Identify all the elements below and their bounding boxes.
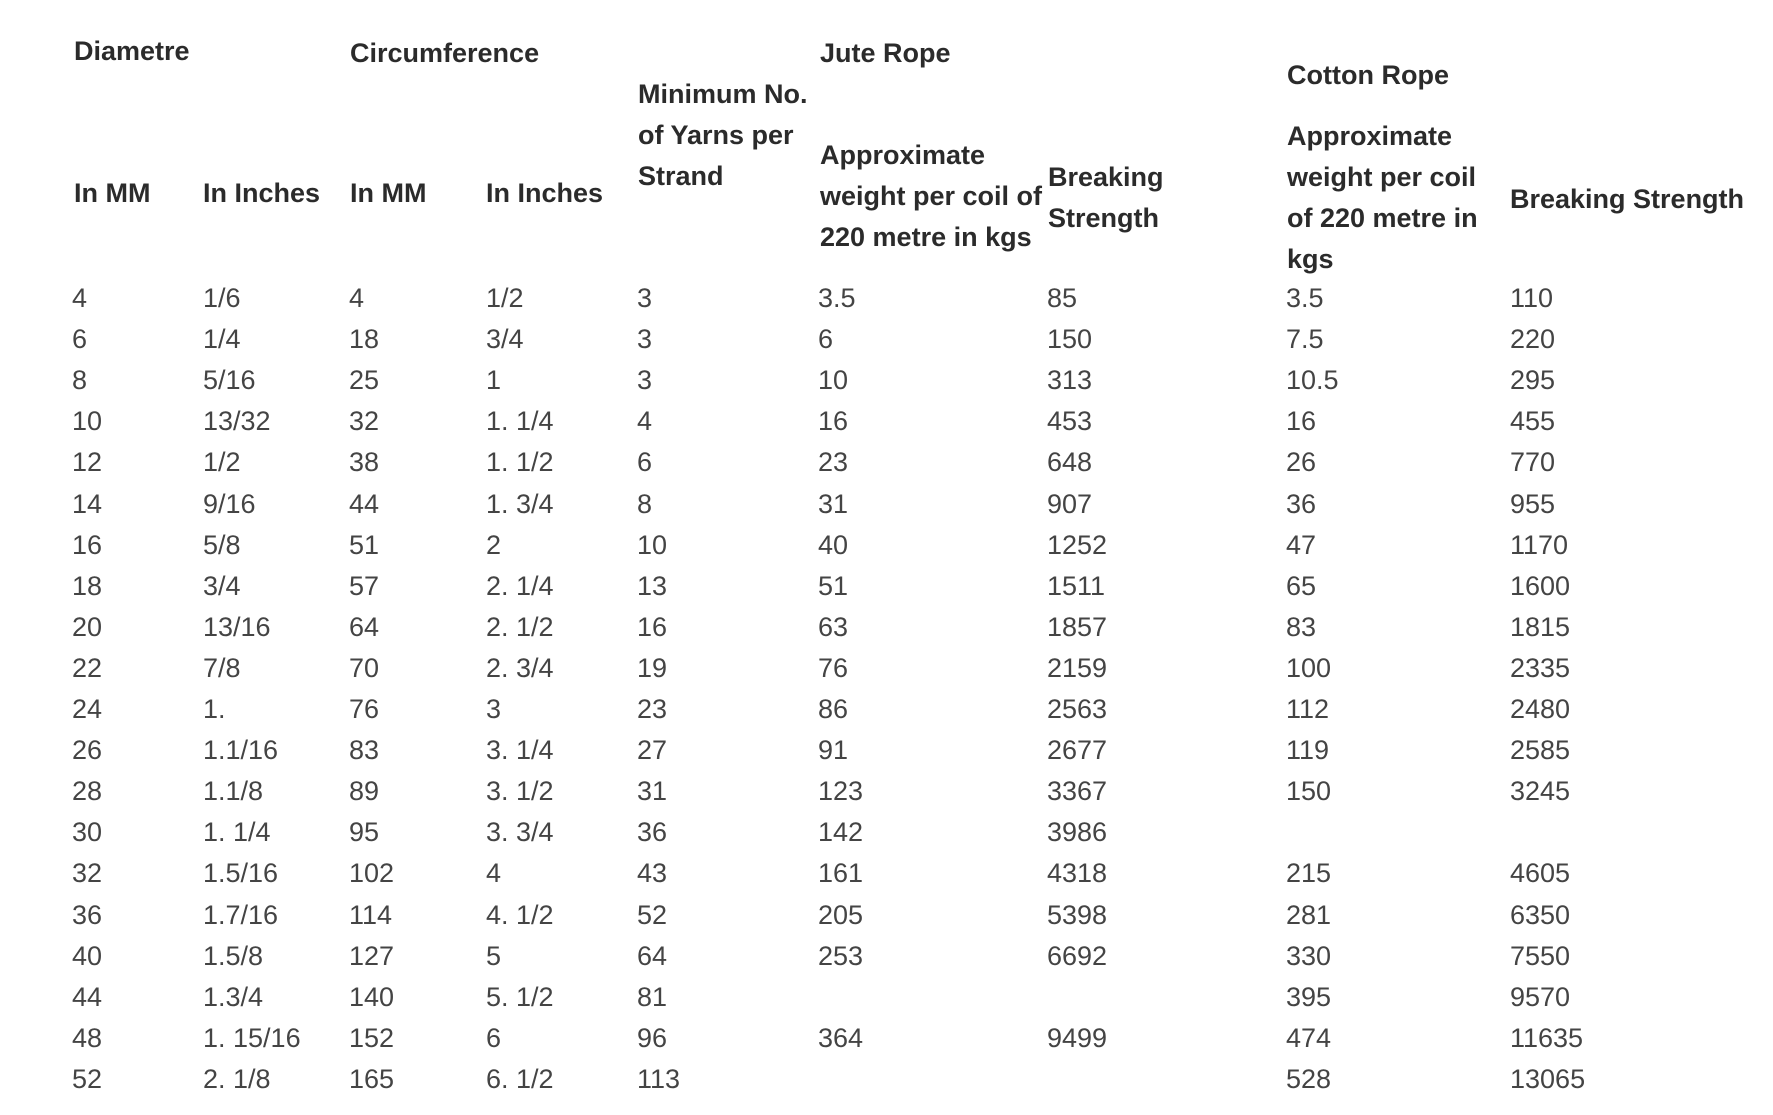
circumference-mm-cell: 44 xyxy=(349,488,380,519)
table-row xyxy=(0,525,1773,566)
diametre-inches-cell: 1. 1/4 xyxy=(203,817,271,848)
header-cotton-weight: Approximate weight per coil of 220 metre in kgs xyxy=(1287,121,1478,274)
diametre-inches-cell: 1.3/4 xyxy=(203,981,264,1012)
cotton-breaking-strength-cell: 2480 xyxy=(1510,694,1571,724)
table-row xyxy=(0,895,1773,936)
yarns-per-strand-cell: 6 xyxy=(637,447,653,478)
circumference-mm-cell: 89 xyxy=(349,776,380,807)
table-row xyxy=(0,566,1773,607)
cotton-breaking-strength-cell: 3245 xyxy=(1510,776,1571,807)
cotton-weight-cell: 112 xyxy=(1286,694,1330,724)
diametre-mm-cell: 6 xyxy=(72,324,88,355)
jute-weight-cell: 364 xyxy=(818,1022,864,1053)
cotton-breaking-strength-cell: 455 xyxy=(1510,406,1556,437)
circumference-inches-cell: 1. 3/4 xyxy=(486,488,554,519)
circumference-mm-cell: 165 xyxy=(349,1063,395,1094)
header-jute-breaking-strength: Breaking Strength xyxy=(1048,162,1164,233)
circumference-inches-cell: 1/2 xyxy=(486,283,524,313)
jute-breaking-strength-cell: 4318 xyxy=(1047,858,1108,889)
circumference-inches-cell: 2. 3/4 xyxy=(486,652,554,683)
yarns-per-strand-cell: 27 xyxy=(637,735,668,766)
yarns-per-strand-cell: 36 xyxy=(637,817,668,848)
circumference-mm-cell: 4 xyxy=(349,283,365,313)
diametre-inches-cell: 1.5/16 xyxy=(203,858,279,889)
circumference-inches-cell: 3. 1/4 xyxy=(486,735,554,766)
table-row xyxy=(0,442,1773,483)
circumference-mm-cell: 102 xyxy=(349,858,395,889)
circumference-inches-cell: 5. 1/2 xyxy=(486,981,554,1012)
circumference-mm-cell: 18 xyxy=(349,324,380,355)
jute-weight-cell: 40 xyxy=(818,529,849,560)
header-cotton-breaking-strength: Breaking Strength xyxy=(1510,184,1745,214)
diametre-inches-cell: 1.7/16 xyxy=(203,899,279,930)
circumference-inches-cell: 2. 1/2 xyxy=(486,611,554,642)
diametre-mm-cell: 22 xyxy=(72,652,103,683)
circumference-inches-cell: 2 xyxy=(486,529,502,560)
jute-weight-cell: 23 xyxy=(818,447,849,478)
diametre-inches-cell: 1. 15/16 xyxy=(203,1022,301,1053)
cotton-weight-cell: 47 xyxy=(1286,529,1317,560)
diametre-mm-cell: 40 xyxy=(72,940,103,971)
table-row xyxy=(0,319,1773,360)
yarns-per-strand-cell: 23 xyxy=(637,694,668,724)
jute-breaking-strength-cell: 2159 xyxy=(1047,652,1108,683)
circumference-inches-cell: 1. 1/2 xyxy=(486,447,554,478)
circumference-mm-cell: 127 xyxy=(349,940,395,971)
table-row xyxy=(0,401,1773,442)
circumference-inches-cell: 2. 1/4 xyxy=(486,570,554,601)
yarns-per-strand-cell: 3 xyxy=(637,365,653,396)
diametre-mm-cell: 26 xyxy=(72,735,103,766)
diametre-mm-cell: 32 xyxy=(72,858,103,889)
yarns-per-strand-cell: 13 xyxy=(637,570,668,601)
diametre-mm-cell: 18 xyxy=(72,570,103,601)
table-row xyxy=(0,360,1773,401)
table-row xyxy=(0,484,1773,525)
circumference-inches-cell: 4. 1/2 xyxy=(486,899,554,930)
diametre-mm-cell: 28 xyxy=(72,776,103,807)
cotton-breaking-strength-cell: 13065 xyxy=(1510,1063,1586,1094)
yarns-per-strand-cell: 81 xyxy=(637,981,668,1012)
diametre-inches-cell: 13/32 xyxy=(203,406,271,437)
circumference-mm-cell: 57 xyxy=(349,570,380,601)
jute-breaking-strength-cell: 1857 xyxy=(1047,611,1108,642)
jute-breaking-strength-cell: 150 xyxy=(1047,324,1093,355)
jute-weight-cell: 91 xyxy=(818,735,849,766)
circumference-mm-cell: 38 xyxy=(349,447,380,478)
header-circumference-mm: In MM xyxy=(350,178,427,208)
yarns-per-strand-cell: 3 xyxy=(637,283,653,313)
jute-weight-cell: 123 xyxy=(818,776,864,807)
jute-breaking-strength-cell: 313 xyxy=(1047,365,1093,396)
header-circumference: Circumference xyxy=(350,38,540,68)
cotton-weight-cell: 26 xyxy=(1286,447,1317,478)
cotton-weight-cell: 215 xyxy=(1286,858,1332,889)
jute-breaking-strength-cell: 2563 xyxy=(1047,694,1108,724)
cotton-breaking-strength-cell: 2335 xyxy=(1510,652,1571,683)
cotton-weight-cell: 150 xyxy=(1286,776,1332,807)
circumference-inches-cell: 3. 1/2 xyxy=(486,776,554,807)
cotton-breaking-strength-cell: 6350 xyxy=(1510,899,1571,930)
diametre-mm-cell: 52 xyxy=(72,1063,103,1094)
cotton-breaking-strength-cell: 770 xyxy=(1510,447,1556,478)
yarns-per-strand-cell: 3 xyxy=(637,324,653,355)
circumference-inches-cell: 6. 1/2 xyxy=(486,1063,554,1094)
cotton-weight-cell: 65 xyxy=(1286,570,1317,601)
circumference-mm-cell: 114 xyxy=(349,899,393,930)
yarns-per-strand-cell: 96 xyxy=(637,1022,668,1053)
diametre-mm-cell: 10 xyxy=(72,406,103,437)
cotton-weight-cell: 16 xyxy=(1286,406,1317,437)
cotton-breaking-strength-cell: 2585 xyxy=(1510,735,1571,766)
circumference-mm-cell: 25 xyxy=(349,365,380,396)
jute-weight-cell: 142 xyxy=(818,817,864,848)
cotton-breaking-strength-cell: 9570 xyxy=(1510,981,1571,1012)
diametre-inches-cell: 7/8 xyxy=(203,652,241,683)
diametre-mm-cell: 12 xyxy=(72,447,103,478)
table-row xyxy=(0,648,1773,689)
cotton-weight-cell: 528 xyxy=(1286,1063,1332,1094)
diametre-inches-cell: 9/16 xyxy=(203,488,256,519)
jute-breaking-strength-cell: 9499 xyxy=(1047,1022,1108,1053)
yarns-per-strand-cell: 8 xyxy=(637,488,653,519)
yarns-per-strand-cell: 10 xyxy=(637,529,668,560)
circumference-mm-cell: 140 xyxy=(349,981,395,1012)
table-row xyxy=(0,771,1773,812)
cotton-breaking-strength-cell: 955 xyxy=(1510,488,1556,519)
table-row xyxy=(0,812,1773,853)
table-row xyxy=(0,278,1773,319)
cotton-weight-cell: 83 xyxy=(1286,611,1317,642)
table-row xyxy=(0,936,1773,977)
cotton-weight-cell: 119 xyxy=(1286,735,1330,766)
circumference-mm-cell: 83 xyxy=(349,735,380,766)
header-cotton-rope: Cotton Rope xyxy=(1287,60,1449,90)
yarns-per-strand-cell: 16 xyxy=(637,611,668,642)
jute-breaking-strength-cell: 1252 xyxy=(1047,529,1108,560)
jute-breaking-strength-cell: 1511 xyxy=(1047,570,1106,601)
diametre-inches-cell: 3/4 xyxy=(203,570,241,601)
jute-weight-cell: 86 xyxy=(818,694,849,724)
diametre-inches-cell: 1/2 xyxy=(203,447,241,478)
circumference-inches-cell: 5 xyxy=(486,940,502,971)
yarns-per-strand-cell: 113 xyxy=(637,1063,681,1094)
circumference-inches-cell: 1. 1/4 xyxy=(486,406,554,437)
circumference-mm-cell: 152 xyxy=(349,1022,395,1053)
diametre-mm-cell: 36 xyxy=(72,899,103,930)
diametre-inches-cell: 13/16 xyxy=(203,611,271,642)
header-minimum-yarns: Minimum No. of Yarns per Strand xyxy=(638,79,808,191)
jute-breaking-strength-cell: 648 xyxy=(1047,447,1093,478)
cotton-breaking-strength-cell: 7550 xyxy=(1510,940,1571,971)
diametre-inches-cell: 1.1/16 xyxy=(203,735,279,766)
diametre-mm-cell: 30 xyxy=(72,817,103,848)
cotton-weight-cell: 474 xyxy=(1286,1022,1332,1053)
diametre-inches-cell: 5/8 xyxy=(203,529,241,560)
circumference-mm-cell: 76 xyxy=(349,694,380,724)
jute-breaking-strength-cell: 3986 xyxy=(1047,817,1108,848)
cotton-breaking-strength-cell: 1600 xyxy=(1510,570,1571,601)
diametre-mm-cell: 8 xyxy=(72,365,88,396)
header-jute-weight: Approximate weight per coil of 220 metre in kgs xyxy=(820,140,1043,252)
jute-weight-cell: 31 xyxy=(818,488,849,519)
jute-weight-cell: 16 xyxy=(818,406,849,437)
jute-weight-cell: 63 xyxy=(818,611,849,642)
diametre-inches-cell: 1.5/8 xyxy=(203,940,264,971)
cotton-breaking-strength-cell: 11635 xyxy=(1510,1022,1584,1053)
jute-breaking-strength-cell: 453 xyxy=(1047,406,1093,437)
cotton-weight-cell: 395 xyxy=(1286,981,1332,1012)
diametre-inches-cell: 5/16 xyxy=(203,365,256,396)
diametre-inches-cell: 2. 1/8 xyxy=(203,1063,271,1094)
jute-breaking-strength-cell: 85 xyxy=(1047,283,1078,313)
jute-weight-cell: 51 xyxy=(818,570,849,601)
jute-breaking-strength-cell: 907 xyxy=(1047,488,1093,519)
jute-weight-cell: 3.5 xyxy=(818,283,856,313)
circumference-mm-cell: 64 xyxy=(349,611,380,642)
cotton-weight-cell: 10.5 xyxy=(1286,365,1339,396)
circumference-mm-cell: 70 xyxy=(349,652,380,683)
table-row xyxy=(0,689,1773,730)
jute-weight-cell: 76 xyxy=(818,652,849,683)
cotton-breaking-strength-cell: 110 xyxy=(1510,283,1554,313)
circumference-inches-cell: 3/4 xyxy=(486,324,524,355)
diametre-inches-cell: 1/6 xyxy=(203,283,241,313)
yarns-per-strand-cell: 64 xyxy=(637,940,668,971)
jute-weight-cell: 205 xyxy=(818,899,864,930)
yarns-per-strand-cell: 31 xyxy=(637,776,668,807)
diametre-inches-cell: 1/4 xyxy=(203,324,241,355)
cotton-breaking-strength-cell: 220 xyxy=(1510,324,1556,355)
cotton-weight-cell: 100 xyxy=(1286,652,1332,683)
cotton-weight-cell: 36 xyxy=(1286,488,1317,519)
cotton-breaking-strength-cell: 4605 xyxy=(1510,858,1571,889)
header-jute-rope: Jute Rope xyxy=(820,38,951,68)
circumference-inches-cell: 3. 3/4 xyxy=(486,817,554,848)
jute-breaking-strength-cell: 5398 xyxy=(1047,899,1108,930)
jute-weight-cell: 6 xyxy=(818,324,834,355)
cotton-breaking-strength-cell: 295 xyxy=(1510,365,1556,396)
cotton-breaking-strength-cell: 1170 xyxy=(1510,529,1569,560)
header-diametre: Diametre xyxy=(74,36,190,66)
diametre-inches-cell: 1. xyxy=(203,694,226,724)
circumference-inches-cell: 4 xyxy=(486,858,502,889)
cotton-weight-cell: 3.5 xyxy=(1286,283,1324,313)
jute-weight-cell: 253 xyxy=(818,940,864,971)
table-row xyxy=(0,853,1773,894)
table-row xyxy=(0,977,1773,1018)
table-row xyxy=(0,1018,1773,1059)
diametre-mm-cell: 44 xyxy=(72,981,103,1012)
jute-breaking-strength-cell: 3367 xyxy=(1047,776,1108,807)
diametre-mm-cell: 4 xyxy=(72,283,88,313)
cotton-weight-cell: 330 xyxy=(1286,940,1332,971)
circumference-inches-cell: 6 xyxy=(486,1022,502,1053)
jute-weight-cell: 161 xyxy=(818,858,864,889)
cotton-weight-cell: 281 xyxy=(1286,899,1332,930)
diametre-inches-cell: 1.1/8 xyxy=(203,776,264,807)
yarns-per-strand-cell: 43 xyxy=(637,858,668,889)
diametre-mm-cell: 16 xyxy=(72,529,103,560)
circumference-mm-cell: 51 xyxy=(349,529,380,560)
diametre-mm-cell: 24 xyxy=(72,694,103,724)
table-row xyxy=(0,1059,1773,1100)
diametre-mm-cell: 14 xyxy=(72,488,103,519)
cotton-breaking-strength-cell: 1815 xyxy=(1510,611,1571,642)
table-row xyxy=(0,607,1773,648)
circumference-mm-cell: 32 xyxy=(349,406,380,437)
yarns-per-strand-cell: 52 xyxy=(637,899,668,930)
yarns-per-strand-cell: 4 xyxy=(637,406,653,437)
header-diametre-mm: In MM xyxy=(74,178,151,208)
circumference-inches-cell: 3 xyxy=(486,694,502,724)
table-row xyxy=(0,730,1773,771)
circumference-inches-cell: 1 xyxy=(486,365,502,396)
diametre-mm-cell: 20 xyxy=(72,611,103,642)
jute-weight-cell: 10 xyxy=(818,365,849,396)
header-circumference-inches: In Inches xyxy=(486,178,604,208)
jute-breaking-strength-cell: 6692 xyxy=(1047,940,1108,971)
circumference-mm-cell: 95 xyxy=(349,817,380,848)
yarns-per-strand-cell: 19 xyxy=(637,652,668,683)
diametre-mm-cell: 48 xyxy=(72,1022,103,1053)
cotton-weight-cell: 7.5 xyxy=(1286,324,1324,355)
header-diametre-inches: In Inches xyxy=(203,178,321,208)
jute-breaking-strength-cell: 2677 xyxy=(1047,735,1108,766)
